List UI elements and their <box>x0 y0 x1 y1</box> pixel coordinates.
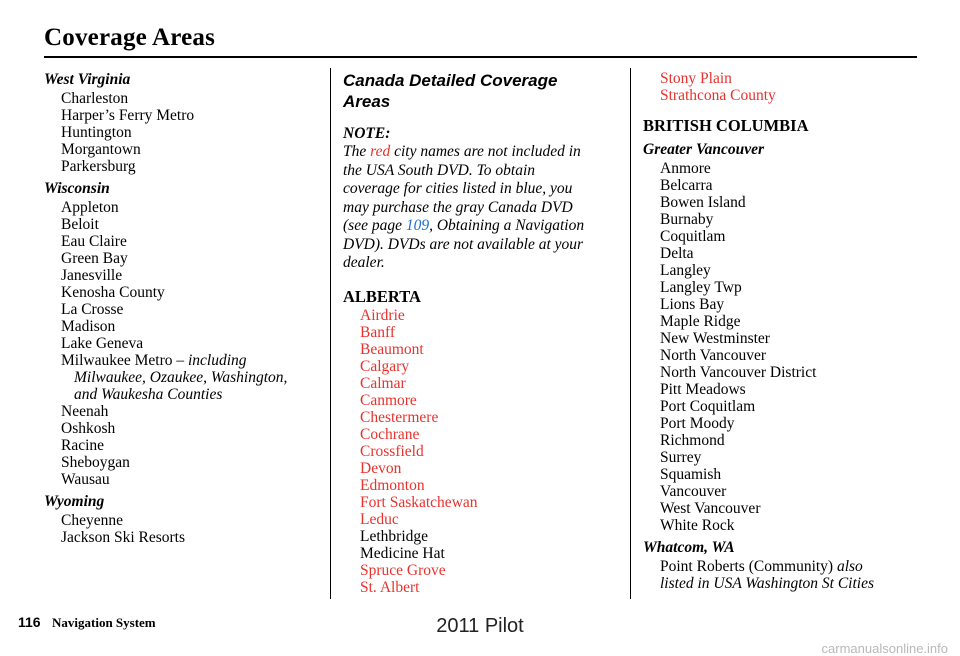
column-2 <box>343 68 619 596</box>
city: Port Moody <box>660 415 735 432</box>
city: Langley Twp <box>660 279 742 296</box>
city: Eau Claire <box>61 233 127 250</box>
city: Bowen Island <box>660 194 746 211</box>
city-note: also <box>833 558 863 575</box>
section-heading <box>343 70 619 112</box>
city-note: including <box>184 352 247 369</box>
city: Richmond <box>660 432 725 449</box>
city: Chestermere <box>360 408 439 426</box>
province-heading: BRITISH COLUMBIA <box>643 116 809 135</box>
region-heading: Wyoming <box>44 493 105 510</box>
city-list <box>44 199 324 488</box>
city: Devon <box>360 459 402 477</box>
column-divider-1 <box>330 68 331 599</box>
city: Spruce Grove <box>360 561 446 579</box>
city: Janesville <box>61 267 123 284</box>
section-heading-line: Areas <box>343 92 391 111</box>
city: Cheyenne <box>61 512 123 529</box>
note-line: coverage for cities listed in blue, you <box>343 180 573 197</box>
city: Pitt Meadows <box>660 381 746 398</box>
city: Wausau <box>61 471 110 488</box>
city: Maple Ridge <box>660 313 741 330</box>
city: Stony Plain <box>660 70 732 87</box>
region-heading: West Virginia <box>44 71 131 88</box>
city: Lake Geneva <box>61 335 144 352</box>
page-number: 116 <box>18 614 41 630</box>
city: Banff <box>360 323 396 341</box>
city: Vancouver <box>660 483 727 500</box>
region-heading: Whatcom, WA <box>643 539 735 556</box>
column-3 <box>643 68 923 592</box>
city: St. Albert <box>360 578 420 596</box>
city-note-continued: Milwaukee, Ozaukee, Washington, <box>74 369 288 386</box>
city: Appleton <box>61 199 119 216</box>
watermark: 2011 Pilot <box>436 615 524 637</box>
city: Anmore <box>660 160 711 177</box>
city-list <box>44 90 324 175</box>
city: Calmar <box>360 374 406 392</box>
city: Delta <box>660 245 694 262</box>
note-red-word: red <box>370 143 391 160</box>
city: North Vancouver <box>660 347 767 364</box>
city-note-continued: and Waukesha Counties <box>74 386 223 403</box>
city: Neenah <box>61 403 109 420</box>
city: Leduc <box>360 510 399 528</box>
city: Airdrie <box>360 306 405 324</box>
province-heading: ALBERTA <box>343 286 421 306</box>
city: Langley <box>660 262 711 279</box>
note-text: city names are not included in <box>390 143 581 160</box>
city: Surrey <box>660 449 702 466</box>
title-rule <box>44 56 917 58</box>
note-heading: NOTE: <box>343 125 391 142</box>
city: North Vancouver District <box>660 364 817 381</box>
note-line <box>343 143 619 162</box>
city: Jackson Ski Resorts <box>61 529 185 546</box>
city: Parkersburg <box>61 158 136 175</box>
note-text: The <box>343 143 371 160</box>
watermark-site: carmanualsonline.info <box>821 641 948 656</box>
city: Medicine Hat <box>360 544 445 562</box>
city-milwaukee <box>44 352 324 369</box>
city: Port Coquitlam <box>660 398 756 415</box>
city-list <box>643 160 923 534</box>
note-line: may purchase the gray Canada DVD <box>343 198 573 216</box>
city: Beloit <box>61 216 99 233</box>
city: Huntington <box>61 124 132 141</box>
city-list <box>643 70 923 104</box>
city <box>643 558 923 575</box>
city: West Vancouver <box>660 500 761 517</box>
city: Crossfield <box>360 442 424 460</box>
footer-label: Navigation System <box>52 615 156 630</box>
note-line: the USA South DVD. To obtain <box>343 161 536 179</box>
note-body <box>343 143 619 273</box>
city: Edmonton <box>360 476 425 494</box>
city: Green Bay <box>61 250 128 267</box>
city: Canmore <box>360 391 417 409</box>
city-list <box>643 558 923 592</box>
region-heading: Wisconsin <box>44 180 110 197</box>
city-name: Point Roberts (Community) <box>660 558 834 575</box>
note-text: , Obtaining a Navigation <box>429 217 585 234</box>
page-title: Coverage Areas <box>44 24 216 51</box>
city: Fort Saskatchewan <box>360 493 478 511</box>
page-link[interactable]: 109 <box>405 217 430 234</box>
city: Squamish <box>660 466 722 483</box>
city: Morgantown <box>61 141 141 158</box>
note-line: DVD). DVDs are not available at your <box>343 235 584 253</box>
city-note-continued: listed in USA Washington St Cities <box>660 575 875 592</box>
city: Calgary <box>360 357 410 375</box>
city: White Rock <box>660 517 735 534</box>
note-line <box>343 217 619 236</box>
city: Coquitlam <box>660 228 726 245</box>
city-list <box>343 307 619 596</box>
city-list <box>44 512 324 546</box>
section-heading-line: Canada Detailed Coverage <box>343 71 558 90</box>
city: Lethbridge <box>360 527 429 545</box>
column-1 <box>44 68 324 546</box>
city: Cochrane <box>360 425 420 443</box>
city: La Crosse <box>61 301 124 318</box>
city: New Westminster <box>660 330 770 347</box>
city: Racine <box>61 437 105 454</box>
city: Burnaby <box>660 211 714 228</box>
city: Charleston <box>61 90 129 107</box>
city: Sheboygan <box>61 454 130 471</box>
city: Lions Bay <box>660 296 725 313</box>
note-line: dealer. <box>343 254 385 271</box>
note-text: (see page <box>343 217 406 234</box>
column-divider-2 <box>630 68 631 599</box>
city: Strathcona County <box>660 87 776 104</box>
city: Belcarra <box>660 177 713 194</box>
city: Harper’s Ferry Metro <box>61 107 195 124</box>
city: Madison <box>61 318 116 335</box>
region-heading: Greater Vancouver <box>643 141 764 158</box>
city: Kenosha County <box>61 284 165 301</box>
city: Oshkosh <box>61 420 116 437</box>
city-name: Milwaukee Metro – <box>61 352 185 369</box>
city: Beaumont <box>360 340 424 358</box>
